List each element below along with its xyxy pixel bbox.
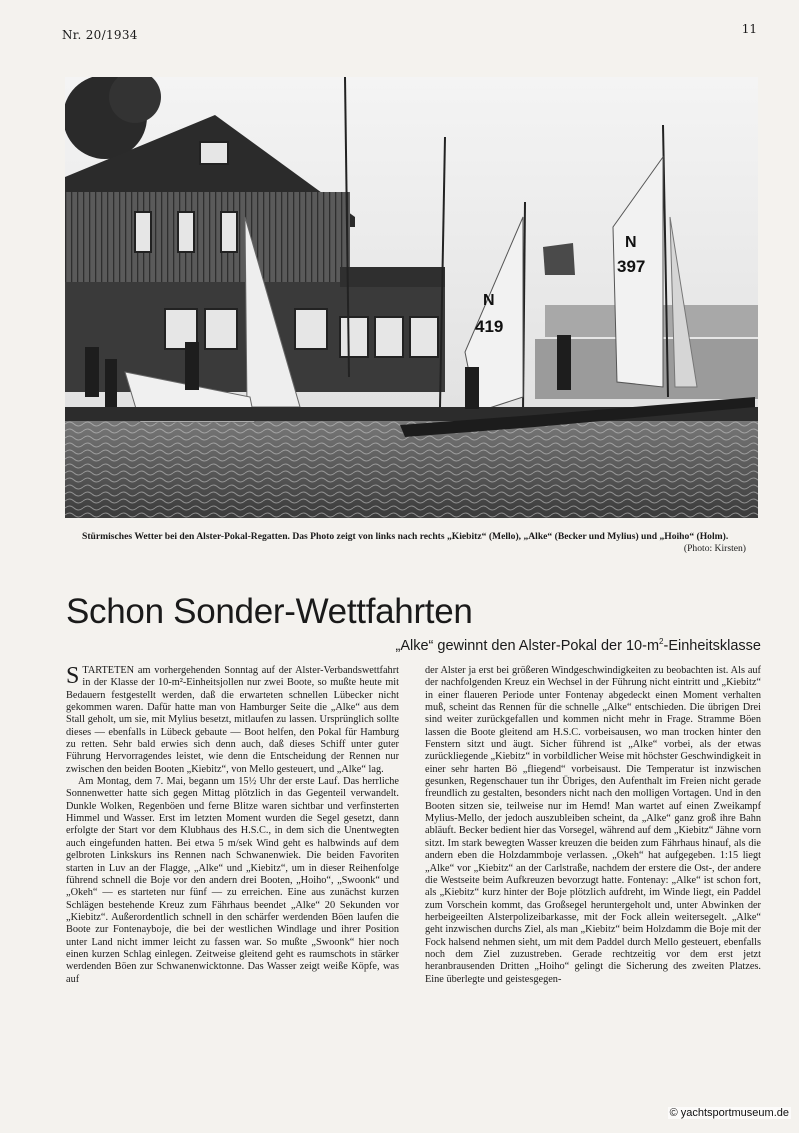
regatta-photo-illustration [65,77,758,518]
article-headline: Schon Sonder-Wettfahrten [66,592,473,631]
paragraph: Am Montag, dem 7. Mai, begann um 15½ Uhr der erste Lauf. Das herrliche Sonnenwetter hatte sich gegen Mittag plötzlich in das Gegenteil verwandelt. Dunkle Wolken, Regenböen und ferne Blitze waren sichtbar und verfinsterten Himmel und Wasser. Erst im letzten Moment wurden die Segel gesetzt, dann erfolgte der Start vor dem Klubhaus des H.S.C., in dem sich die Unentwegten auch eingefunden hatten. Bei etwa 5 m/sek Wind geht es halbwinds auf dem gelbroten Linkskurs ins Rennen nach Schwanenwiek. Die beiden Favoriten starten in Luv an der Flagge, „Alke“ und „Kiebitz“, um in dieser Reihenfolge führend schnell die Boje vor den andern drei Booten, „Hoiho“, „Swoonk“ und „Okeh“ — es starteten nur fünf — zu erreichen. Eine aus zunächst kurzen Schlägen bestehende Kreuz zum Fährhaus beendet „Alke“ 20 Sekunden vor „Kiebitz“. Außerordentlich schnell in den schärfer werdenden Böen laufen die Boote zur Fontenayboje, die bei der westlichen Windlage und ihrer Position unter Land nicht immer leicht zu fassen war. So mußte „Swoonk“ hier noch einen kurzen Schlag einlegen. Zeitweise gleitend geht es raumschots in stärker werdenden Böen zur Schwanenwicktonne. Das Wasser zeigt weiße Köpfe, was auf [66,776,399,985]
caption-text: Stürmisches Wetter bei den Alster-Pokal-Regatten. Das Photo zeigt von links nach rechts „Kiebitz“ (Mello), „Alke“ (Becker und Mylius) und „Hoiho“ (Holm). [82,531,729,542]
svg-text:N: N [483,292,495,309]
paragraph: der Alster ja erst bei größeren Windgeschwindigkeiten zu beobachten ist. Als auf der nachfolgenden Kreuz ein Wechsel in der Führung nicht eintritt und „Kiebitz“ in einer flaueren Periode unter Fontenay abgedeckt einen Moment verhalten muß, scheint das Rennen für die schnelle „Alke“ entschieden. Die übrigen Drei sind weiter zurückgefallen und kommen nicht mehr in Frage. Stramme Böen lassen die Boote gleitend am H.S.C. vorbeisausen, wo man trocken hinter den Fenstern sitzt und äugt. Sicher führend ist „Alke“ vorbei, als der etwas zurückliegende „Kiebitz“ in vorbildlicher Weise mit höchster Geschwindigkeit in einer sehr harten Bö „fliegend“ vorbeisaust. Die Temperatur ist inzwischen gesunken, Regenschauer tun ihr Übriges, den Aufenthalt im Freien nicht gerade freundlich zu gestalten, besonders nicht nach den molligen Vortagen. Und in den Booten sitzen sie, teilweise nur im Hemd! Man wartet auf einen Zweikampf Mylius-Mello, der jedoch auszubleiben scheint, da „Alke“ ganz groß ihre Bahn abläuft. Becker bedient hier das Vorsegel, während auf dem „Kiebitz“ Jähne vorn sitzt. Im stark bewegten Wasser kreuzen die beiden zum Fährhaus hinauf, als die andern eben die Holzdammboje verlassen. „Okeh“ hat aufgegeben. 1:15 liegt „Alke“ vor „Kiebitz“ an der Carlstraße, nachdem der erstere die Ost-, der andere die Westseite beim Aufkreuzen bevorzugt hatte. Fontenay: „Alke“ ist schon fort, als „Kiebitz“ kurz hinter der Boje plötzlich aufdreht, im Winde liegt, ein Paddel zum Vorschein kommt, das Großsegel heruntergeholt und, unter Abwinken der herbeigeeilten Alsterpolizeibarkasse, mit der Fock allein weitersegelt. „Alke“ geht inzwischen durchs Ziel, als man „Kiebitz“ beim Holzdamm die Boje mit der Fock halsend nehmen sieht, um mit dem Paddel durch Mello gesteuert, ebenfalls noch dem Ziel zuzustreben. Gerade rechtzeitig vor dem erst jetzt heranbrausenden Dritten „Hoiho“ gelingt die Sicherung des zweiten Platzes. Eine überlegte und geistesgegen- [425,665,761,985]
subheadline-text-post: -Einheitsklasse [663,637,761,654]
issue-number: Nr. 20/1934 [62,28,138,42]
drop-cap: S [66,663,80,689]
regatta-photo [65,77,758,518]
copyright-watermark: © yachtsportmuseum.de [669,1107,789,1119]
page-number: 11 [741,22,757,36]
article-column-left [66,665,399,986]
svg-text:397: 397 [617,257,646,276]
photo-credit: (Photo: Kirsten) [683,543,746,554]
svg-text:N: N [625,234,637,251]
article-subheadline [395,637,761,654]
photo-caption [82,531,746,555]
svg-text:419: 419 [475,317,504,336]
subheadline-superscript: 2 [659,637,664,646]
paragraph [66,665,399,776]
subheadline-text-pre: „Alke“ gewinnt den Alster-Pokal der 10-m [395,637,660,654]
paragraph-text: TARTETEN am vorhergehenden Sonntag auf der Alster-Verbandswettfahrt in der Klasse der 10-m²-Einheitsjollen nur zwei Boote, so mußte heute mit Bedauern festgestellt werden, daß die erwarteten schnellen Lübecker nicht gekommen waren. Dafür hatte man von Hamburger Seite die „Alke“ aus dem Stall geholt, um sie, mit Mylius besetzt, mitlaufen zu lassen. Ursprünglich sollte dieses — ebenfalls in Lübeck gebaute — Boot helfen, den Pokal für Hamburg zu retten. Sehr bald erwies sich denn auch, daß dieses Schiff unter guter Führung Hervorragendes leistet, wie denn die Entscheidung der Rennen nur zwischen den beiden Booten „Kiebitz“, von Mello gesteuert, und „Alke“ lag. [66,665,399,775]
article-column-right [425,665,761,986]
